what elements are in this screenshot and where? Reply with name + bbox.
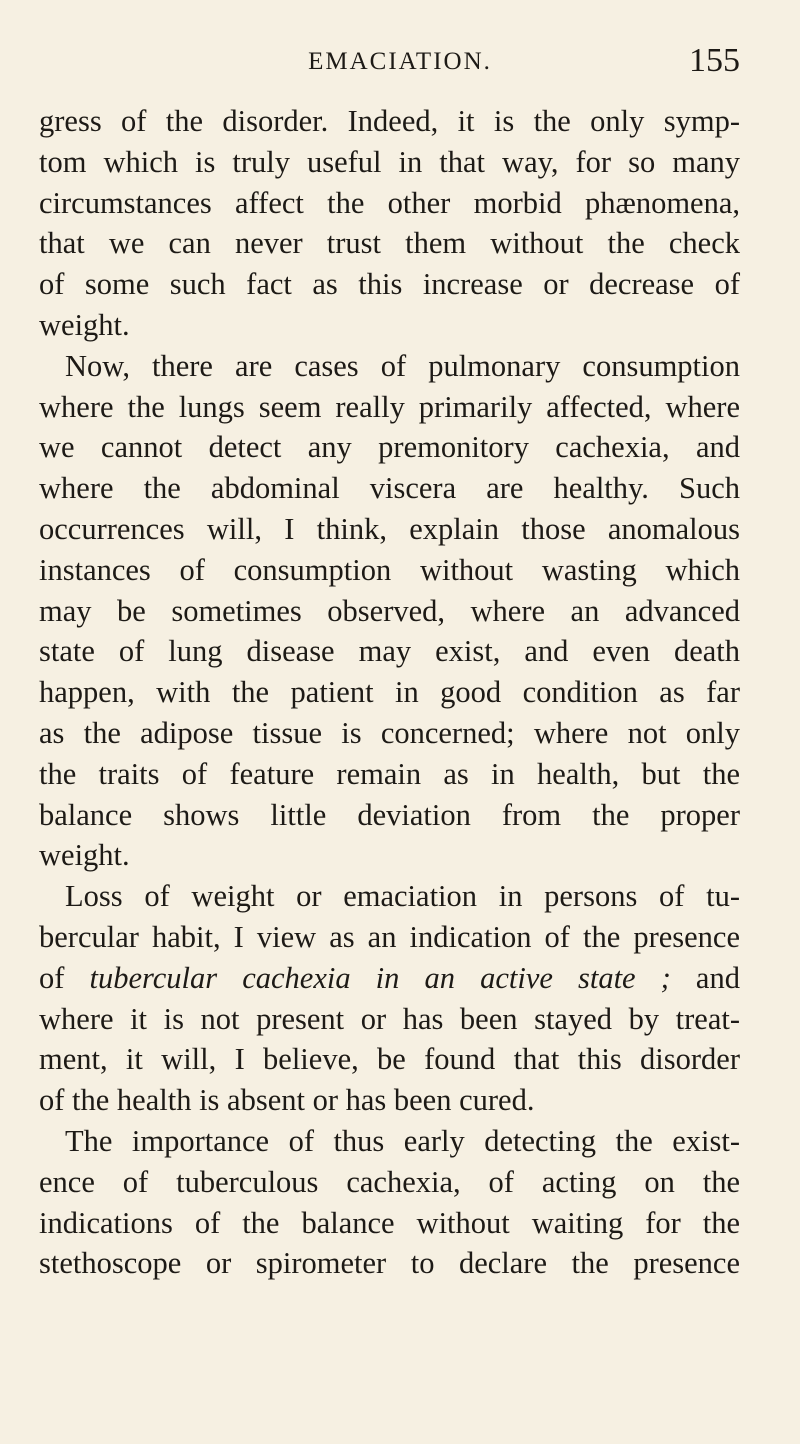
text-line: occurrences will, I think, explain those anomalous	[39, 511, 740, 546]
text-line: where the lungs seem really primarily affected, where	[39, 389, 740, 424]
page-number: 155	[689, 42, 740, 79]
text-line: The importance of thus early detecting the exist-	[65, 1123, 740, 1158]
text-line: tom which is truly useful in that way, for so many	[39, 144, 740, 179]
mixed-text-line	[39, 958, 740, 999]
text-line: we cannot detect any premonitory cachexia, and	[39, 430, 740, 465]
running-head	[60, 42, 740, 82]
body-text	[39, 101, 740, 1284]
text-line: where it is not present or has been stayed by treat-	[39, 1001, 740, 1036]
text-line: bercular habit, I view as an indication of the presence	[39, 919, 740, 954]
text-line: circumstances affect the other morbid phænomena,	[39, 185, 740, 220]
text-line: Loss of weight or emaciation in persons of tu-	[65, 879, 740, 914]
text-line: weight.	[39, 307, 130, 342]
text-line: instances of consumption without wasting which	[39, 552, 740, 587]
text-line: as the adipose tissue is concerned; where not only	[39, 715, 740, 750]
text-line: gress of the disorder. Indeed, it is the only symp-	[39, 104, 740, 138]
italic-phrase: tubercular cachexia in an active state ;	[89, 960, 671, 995]
text-line: ence of tuberculous cachexia, of acting on the	[39, 1164, 740, 1199]
text-line: balance shows little deviation from the proper	[39, 797, 740, 832]
text-line: indications of the balance without waiting for the	[39, 1205, 740, 1240]
line-suffix: and	[670, 960, 740, 995]
text-line: where the abdominal viscera are healthy. Such	[39, 471, 740, 506]
text-line: that we can never trust them without the check	[39, 226, 740, 261]
text-line: happen, with the patient in good condition as far	[39, 675, 740, 710]
text-line: Now, there are cases of pulmonary consumption	[65, 348, 740, 383]
text-line: ment, it will, I believe, be found that this disorder	[39, 1042, 740, 1077]
text-line: stethoscope or spirometer to declare the presence	[39, 1246, 740, 1281]
text-line: the traits of feature remain as in health, but the	[39, 756, 740, 791]
text-line: weight.	[39, 838, 130, 873]
text-line: of some such fact as this increase or decrease of	[39, 267, 740, 302]
running-title: EMACIATION.	[308, 48, 492, 75]
text-line: of the health is absent or has been cured.	[39, 1083, 535, 1118]
text-line: may be sometimes observed, where an advanced	[39, 593, 740, 628]
text-line: state of lung disease may exist, and even death	[39, 634, 740, 669]
line-prefix: of	[39, 960, 90, 995]
